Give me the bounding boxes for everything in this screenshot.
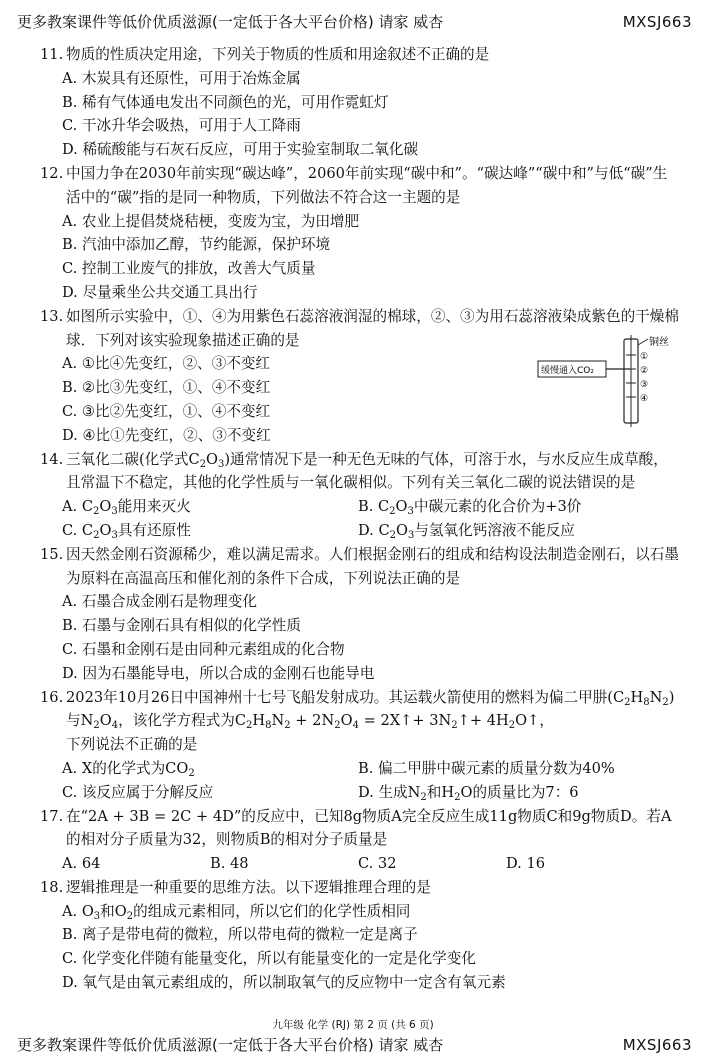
subscript: 3	[407, 506, 414, 518]
question-stem: 中国力争在2030年前实现“碳达峰”，2060年前实现“碳中和”。“碳达峰”“碳中和”与低“碳”生活中的“碳”指的是同一种物质，下列做法不符合这一主题的是	[66, 164, 668, 206]
opt-text: 和O	[100, 902, 127, 920]
ball-4-label: ④	[640, 393, 649, 404]
page-info: 九年级 化学 (RJ) 第 2 页 (共 6 页)	[272, 1019, 434, 1031]
opt-text: 和H	[426, 783, 455, 801]
stem-part: O	[99, 712, 112, 730]
option-c: C. 石墨和金刚石是由同种元素组成的化合物	[62, 640, 345, 658]
option-a: A. 石墨合成金刚石是物理变化	[62, 593, 257, 611]
subscript: 2	[93, 720, 100, 732]
opt-text: B. 偏二甲肼中碳元素的质量分数为40%	[358, 759, 615, 777]
subscript: 2	[246, 720, 253, 732]
opt-text: 与氢氧化钙溶液不能反应	[414, 521, 575, 539]
question-14	[40, 448, 680, 543]
subscript: 2	[662, 696, 669, 708]
option-a: A. ①比④先变红，②、③不变红	[62, 355, 271, 373]
option-d	[358, 519, 654, 543]
option-d: D. 稀硫酸能与石灰石反应，可用于实验室制取二氧化碳	[62, 141, 419, 159]
subscript: 2	[93, 529, 100, 541]
stem-part: 2023年10月26日中国神州十七号飞船发射成功。其运载火箭使用的燃料为偏二甲肼(C	[66, 688, 625, 706]
option-c: C. 控制工业废气的排放，改善大气质量	[62, 260, 316, 278]
ball-1-label: ①	[640, 351, 649, 362]
question-stem: 物质的性质决定用途，下列关于物质的性质和用途叙述不正确的是	[66, 46, 490, 63]
question-number: 15.	[40, 545, 64, 563]
opt-text: D. C	[358, 521, 390, 539]
question-number: 11.	[40, 46, 64, 63]
subscript: 2	[389, 529, 396, 541]
subscript: 3	[217, 458, 225, 470]
question-stem: 如图所示实验中，①、④为用紫色石蕊溶液润湿的棉球，②、③为用石蕊溶液染成紫色的干燥棉球．下列对该实验现象描述正确的是	[66, 307, 679, 349]
question-18	[40, 876, 680, 995]
option-d: D. 尽量乘坐公共交通工具出行	[62, 283, 258, 301]
subscript: 2	[92, 506, 100, 518]
question-17	[40, 805, 680, 876]
option-a: A. 农业上提倡焚烧秸梗，变废为宝，为田增肥	[62, 212, 360, 230]
option-c	[62, 519, 358, 543]
subscript: 2	[389, 506, 396, 518]
question-list	[40, 43, 680, 995]
subscript: 4	[352, 720, 359, 732]
opt-text: O	[99, 498, 112, 516]
opt-text: A. X的化学式为CO	[62, 759, 189, 777]
question-16	[40, 686, 680, 805]
question-stem: 逻辑推理是一种重要的思维方法。以下逻辑推理合理的是	[66, 878, 431, 896]
subscript: 2	[334, 720, 341, 732]
stem-part: N	[271, 712, 285, 730]
subscript: 2	[508, 720, 516, 732]
opt-text: 具有还原性	[117, 521, 191, 539]
option-b: B. ②比③先变红，①、④不变红	[62, 379, 271, 397]
footer-code: MXSJ663	[622, 1036, 692, 1054]
question-number: 18.	[40, 878, 64, 896]
question-number: 13.	[40, 307, 64, 325]
opt-text: C. 该反应属于分解反应	[62, 783, 214, 801]
option-c	[62, 781, 358, 805]
figure-label-copper-wire: 铜丝	[649, 336, 669, 348]
opt-text: 的组成元素相同，所以它们的化学性质相同	[133, 902, 411, 920]
opt-text: B. C	[358, 498, 390, 516]
figure-label-co2: 缓慢通入CO₂	[541, 365, 594, 376]
subscript: 3	[111, 529, 118, 541]
option-b: B. 48	[210, 855, 249, 873]
option-d: D. ④比①先变红，②、③不变红	[62, 426, 271, 444]
stem-part: + 2N	[290, 712, 335, 730]
stem-part: )通常情况下是一种无色无味的气体，可溶于水，与水反应生成草酸，且常温下不稳定，其他的化学性质与一氧化碳相似。下列有关三氧化二碳的说法错误的是	[66, 450, 668, 492]
stem-part: ，该化学方程式为C	[118, 712, 247, 730]
option-b: B. 石墨与金刚石具有相似的化学性质	[62, 617, 301, 635]
question-15	[40, 543, 680, 686]
option-b: B. 离子是带电荷的微粒，所以带电荷的微粒一定是离子	[62, 926, 418, 944]
subscript: 2	[420, 791, 427, 803]
stem-part: ↑+ 4H	[457, 712, 509, 730]
opt-text: 中碳元素的化合价为+3价	[413, 498, 582, 516]
opt-text: D. 生成N	[358, 783, 421, 801]
option-b: B. 汽油中添加乙醇，节约能源，保护环境	[62, 236, 331, 254]
footer-banner	[0, 1034, 706, 1056]
option-c: C. 32	[358, 855, 397, 873]
option-a	[62, 757, 358, 781]
option-d: D. 氧气是由氧元素组成的，所以制取氧气的反应物中一定含有氧元素	[62, 974, 506, 992]
subscript: 4	[111, 720, 119, 732]
opt-text: A. C	[62, 498, 93, 516]
opt-text: C. C	[62, 521, 94, 539]
option-a	[62, 900, 680, 924]
stem-part: H	[252, 712, 266, 730]
subscript: 2	[126, 910, 134, 922]
option-c: C. 化学变化伴随有能量变化，所以有能量变化的一定是化学变化	[62, 950, 476, 968]
option-c: C. ③比②先变红，①、④不变红	[62, 402, 271, 420]
subscript: 2	[624, 696, 631, 708]
question-number: 17.	[40, 807, 64, 825]
question-number: 12.	[40, 164, 64, 182]
header-code: MXSJ663	[622, 13, 692, 31]
question-number: 14.	[40, 450, 64, 468]
stem-part: O	[206, 450, 218, 468]
subscript: 3	[407, 529, 415, 541]
stem-part: )与N	[66, 688, 675, 730]
option-d: D. 16	[506, 855, 546, 873]
stem-part: N	[649, 688, 663, 706]
opt-text: O	[99, 521, 112, 539]
question-13	[40, 305, 680, 448]
subscript: 3	[93, 910, 101, 922]
stem-part: = 2X↑+ 3N	[358, 712, 452, 730]
question-stem: 在“2A + 3B = 2C + 4D”的反应中，已知8g物质A完全反应生成11g物质C和9g物质D。若A的相对分子质量为32，则物质B的相对分子质量是	[66, 807, 672, 849]
option-b	[358, 757, 654, 781]
stem-part: O	[340, 712, 353, 730]
option-a: A. 64	[62, 855, 101, 873]
subscript: 2	[451, 720, 458, 732]
option-d	[358, 781, 654, 805]
subscript: 3	[111, 506, 118, 518]
subscript: 2	[454, 791, 461, 803]
option-d: D. 因为石墨能导电，所以合成的金刚石也能导电	[62, 664, 375, 682]
option-a: A. 木炭具有还原性，可用于冶炼金属	[62, 69, 301, 87]
experiment-figure	[530, 335, 695, 427]
question-12	[40, 162, 680, 305]
option-c: C. 干冰升华会吸热，可用于人工降雨	[62, 117, 301, 135]
opt-text: O	[396, 521, 408, 539]
ball-2-label: ②	[640, 365, 649, 376]
question-11	[40, 43, 680, 162]
option-a	[62, 495, 358, 519]
question-number: 16.	[40, 688, 64, 706]
subscript: 2	[284, 720, 291, 732]
header-banner	[0, 11, 706, 33]
ball-3-label: ③	[640, 379, 649, 390]
opt-text: 能用来灭火	[117, 498, 191, 516]
stem-part: O↑，	[515, 712, 554, 730]
subscript: 2	[199, 458, 206, 470]
header-text: 更多教案课件等低价优质滋源(一定低于各大平台价格) 请家 威杏	[17, 13, 444, 31]
stem-part: 下列说法不正确的是	[66, 736, 198, 754]
subscript: 8	[265, 720, 272, 732]
subscript: 8	[643, 696, 650, 708]
stem-part: H	[630, 688, 644, 706]
question-stem: 因天然金刚石资源稀少，难以满足需求。人们根据金刚石的组成和结构设法制造金刚石，以石墨为原料在高温高压和催化剂的条件下合成，下列说法正确的是	[66, 545, 679, 587]
stem-part: 三氧化二碳(化学式C	[66, 450, 200, 468]
subscript: 2	[188, 767, 195, 779]
footer-text: 更多教案课件等低价优质滋源(一定低于各大平台价格) 请家 威杏	[17, 1036, 444, 1054]
opt-text: O的质量比为7：6	[460, 783, 579, 801]
opt-text: O	[395, 498, 408, 516]
option-b: B. 稀有气体通电发出不同颜色的光，可用作霓虹灯	[62, 93, 389, 111]
option-b	[358, 495, 654, 519]
opt-text: A. O	[62, 902, 94, 920]
